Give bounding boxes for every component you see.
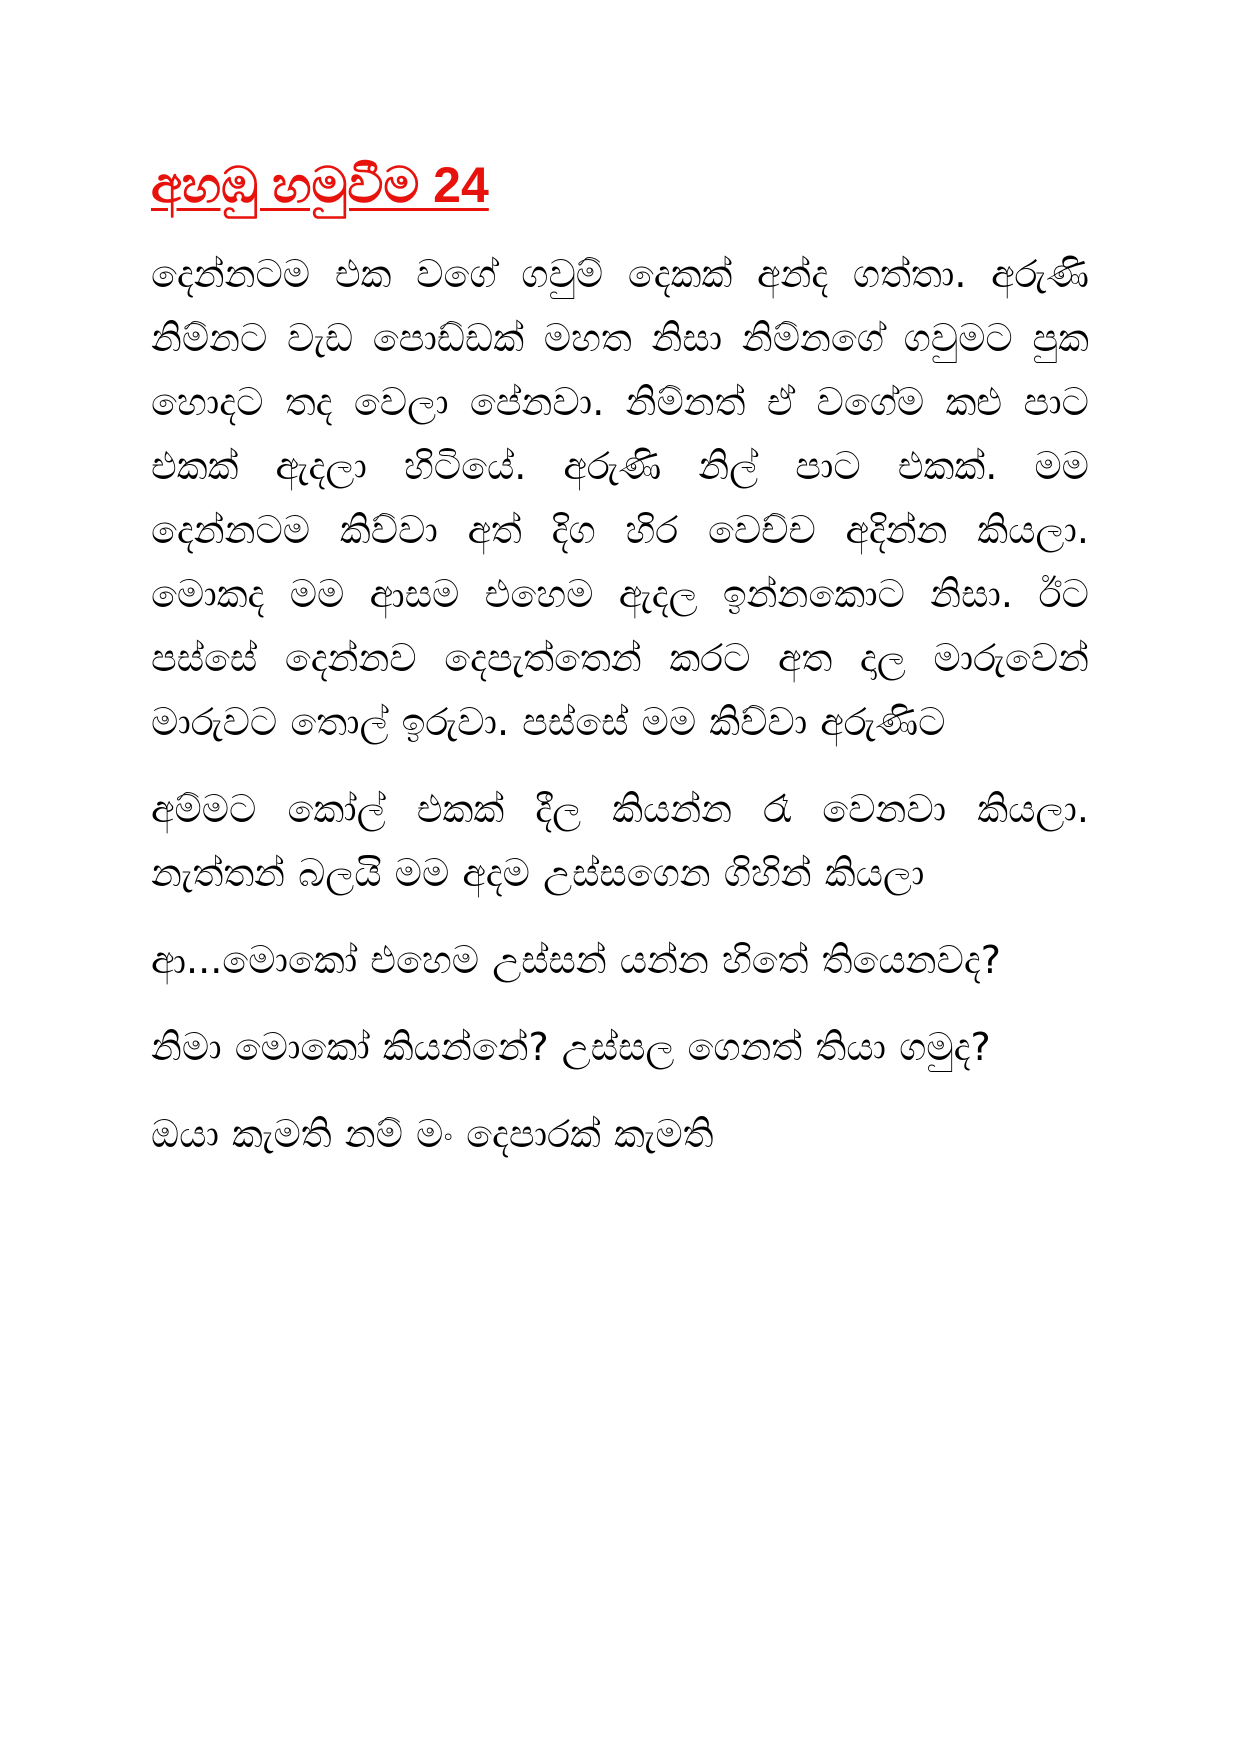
page-title: අහඹු හමුවීම 24 [151, 157, 489, 213]
paragraph-1: දෙන්නටම එක වගේ ගවුම් දෙකක් අන්ද ගත්තා. අරුණි නිම්නට වැඩ පොඩ්ඩක් මහත නිසා නිම්නගේ ගවුමට පුක හොදට තද වෙලා පේනවා. නිම්නත් ඒ වගේම කළු පාට එකක් ඇදලා හිටියේ. අරුණි නිල් පාට එකක්. මම දෙන්නටම කිව්වා අත් දිග හිර වෙච්ච අදින්න කියලා. මොකද මම ආසම එහෙම ඇදල ඉන්නකොට නිසා. ඊට පස්සේ දෙන්නව දෙපැත්තෙන් කරට අත දාල මාරුවෙන් මාරුවට තොල් ඉරුවා. පස්සේ මම කිව්වා අරුණිට [151, 252, 1089, 744]
paragraph-2: අම්මට කෝල් එකක් දීල කියන්න රෑ වෙනවා කියලා. නැත්තන් බලයි මම අදම උස්සගෙන ගිහින් කියලා [151, 787, 1089, 895]
paragraph-4: නිමා මොකෝ කියන්නේ? උස්සල ගෙනත් තියා ගමුද? [151, 1025, 991, 1069]
paragraph-3: ආ...මොකෝ එහෙම උස්සන් යන්න හිතේ තියෙනවද? [151, 938, 1001, 982]
document-page [151, 150, 1089, 1189]
paragraph-5: ඔයා කැමති නම් මං දෙපාරක් කැමති [151, 1112, 714, 1156]
